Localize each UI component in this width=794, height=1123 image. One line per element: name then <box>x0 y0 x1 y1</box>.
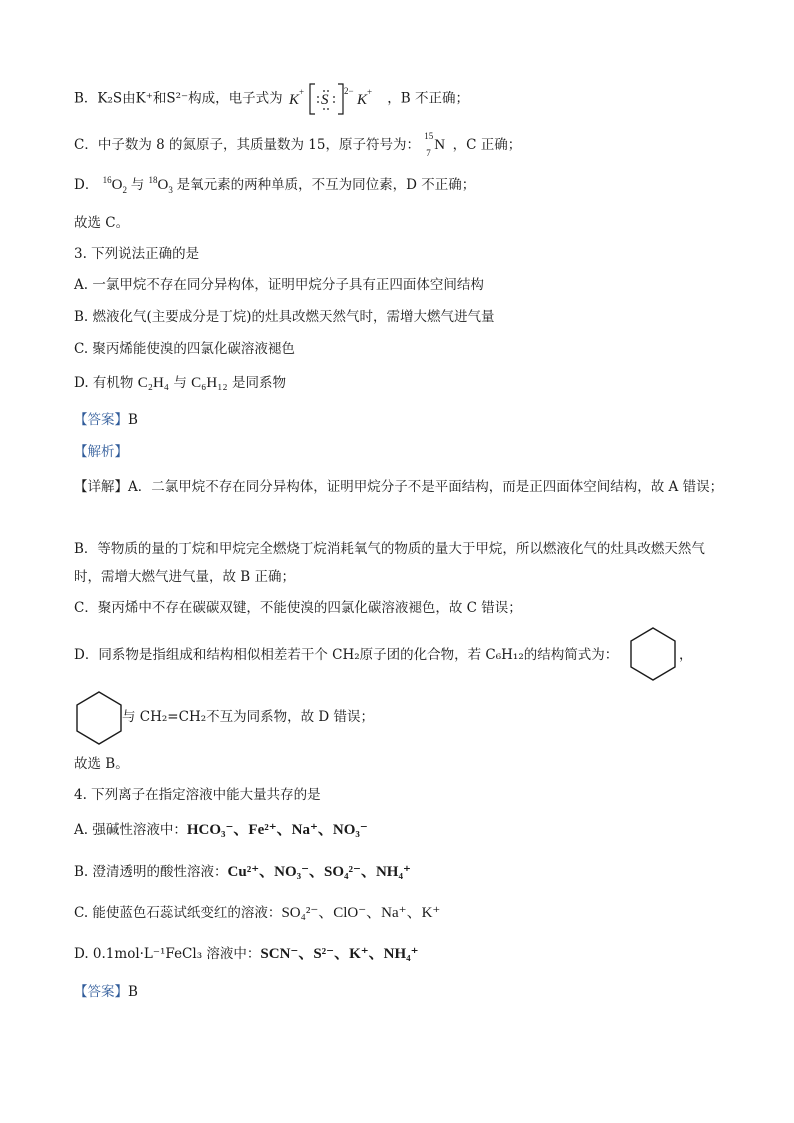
analysis-label: 【解析】 <box>74 444 128 460</box>
question-4-option-b: B. 澄清透明的酸性溶液：Cu²⁺、NO₃⁻、SO₄²⁻、NH₄⁺ <box>74 864 411 880</box>
ions-a: HCO₃⁻、Fe²⁺、Na⁺、NO₃⁻ <box>186 822 368 838</box>
prev-option-b-text: B．K₂S由K⁺和S²⁻构成，电子式为 <box>74 90 283 107</box>
question-4-option-d: D. 0.1mol·L⁻¹FeCl₃ 溶液中：SCN⁻、S²⁻、K⁺、NH₄⁺ <box>74 946 419 962</box>
formula-c6h12: C₆H₁₂ <box>191 375 228 391</box>
detail-d: D．同系物是指组成和结构相似相差若干个 CH₂原子团的化合物，若 C₆H₁₂的结构简式为： <box>74 647 619 663</box>
formula-c2h4: C₂H₄ <box>137 375 170 391</box>
ions-d: SCN⁻、S²⁻、K⁺、NH₄⁺ <box>260 946 419 962</box>
question-3-option-a: A. 一氯甲烷不存在同分异构体，证明甲烷分子具有正四面体空间结构 <box>74 277 484 293</box>
svg-text:K: K <box>288 92 299 108</box>
detail-d-end: 与 CH₂=CH₂不互为同系物，故 D 错误； <box>122 709 375 725</box>
question-4-option-c: C. 能使蓝色石蕊试纸变红的溶液：SO₄²⁻、ClO⁻、Na⁺、K⁺ <box>74 905 441 921</box>
question-3-answer <box>74 410 138 430</box>
svg-text:+: + <box>298 87 305 97</box>
question-4-answer <box>74 982 138 1002</box>
conclusion-c: 故选 C。 <box>74 215 130 231</box>
prev-option-b-end: ，B 不正确； <box>387 90 469 107</box>
answer-label-2: 【答案】 <box>74 984 128 1000</box>
question-4-title: 4. 下列离子在指定溶液中能大量共存的是 <box>74 787 321 803</box>
question-3-option-c: C. 聚丙烯能使溴的四氯化碳溶液褪色 <box>74 341 295 357</box>
ions-c: SO₄²⁻、ClO⁻、Na⁺、K⁺ <box>281 905 441 921</box>
detail-d-comma: ， <box>679 647 693 663</box>
detail-c: C．聚丙烯中不存在碳碳双键，不能使溴的四氯化碳溶液褪色，故 C 错误； <box>74 600 522 616</box>
svg-text:K: K <box>356 92 367 108</box>
question-3-option-d: D. 有机物 C₂H₄ 与 C₆H₁₂ 是同系物 <box>74 375 286 391</box>
prev-option-c-text: C．中子数为 8 的氮原子，其质量数为 15，原子符号为： <box>74 137 420 153</box>
prev-option-d-text: 是氧元素的两种单质，不互为同位素，D 不正确； <box>176 177 476 193</box>
prev-option-c <box>74 131 522 158</box>
svg-text:2−: 2− <box>343 86 354 96</box>
detail-b: B．等物质的量的丁烷和甲烷完全燃烧丁烷消耗氧气的物质的量大于甲烷，所以燃液化气的灶具改燃天然气时，需增大燃气进气量，故 B 正确； <box>74 541 705 585</box>
conclusion-b: 故选 B。 <box>74 756 129 772</box>
o2-isotope-formula: $^{16}O_2$ <box>102 175 127 195</box>
question-3-option-b: B. 燃液化气(主要成分是丁烷)的灶具改燃天然气时，需增大燃气进气量 <box>74 309 495 325</box>
prev-option-d: D． $^{16}O_2$ 与 $^{18}O_3$ 是氧元素的两种单质，不互为同位素，D 不正确； <box>74 175 476 195</box>
detail-a: 【详解】A．二氯甲烷不存在同分异构体，证明甲烷分子不是平面结构，而是正四面体空间结构，故 A 错误； <box>74 479 724 495</box>
prev-option-c-end: ，C 正确； <box>452 137 522 153</box>
answer-value: B <box>128 412 138 428</box>
k2s-lewis-structure <box>287 82 383 116</box>
cyclohexane-ring <box>628 626 678 682</box>
prev-option-b <box>74 82 469 116</box>
answer-label: 【答案】 <box>74 412 128 428</box>
question-3-title: 3. 下列说法正确的是 <box>74 246 200 262</box>
question-4-option-a: A. 强碱性溶液中：HCO₃⁻、Fe²⁺、Na⁺、NO₃⁻ <box>74 822 368 838</box>
svg-text:+: + <box>366 87 373 97</box>
cyclohexane-ring-2 <box>74 690 124 746</box>
ions-b: Cu²⁺、NO₃⁻、SO₄²⁻、NH₄⁺ <box>227 864 411 880</box>
o3-isotope-formula: $^{18}O_3$ <box>148 175 173 195</box>
answer-value-2: B <box>128 984 138 1000</box>
svg-text:S: S <box>320 92 329 108</box>
nitrogen-isotope-symbol: 15 7 N <box>424 131 446 158</box>
